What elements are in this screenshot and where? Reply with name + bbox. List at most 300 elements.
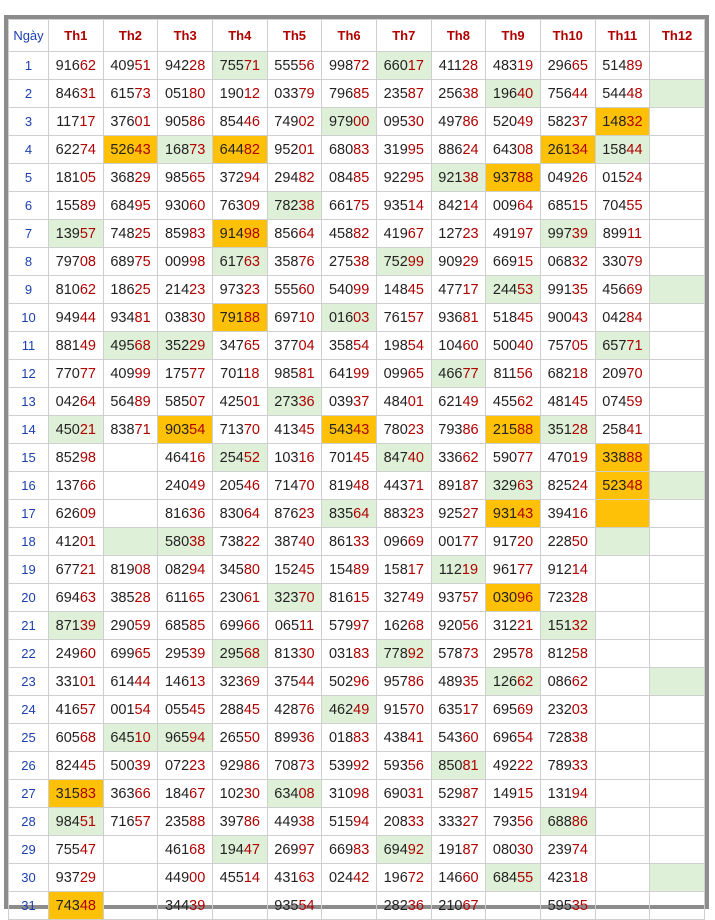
result-cell [431, 668, 486, 696]
result-tail-digits: 54 [189, 421, 206, 438]
result-tail-digits: 95 [407, 169, 424, 186]
result-tail-digits: 25 [134, 281, 151, 298]
result-head-digits: 582 [547, 113, 572, 130]
result-head-digits: 315 [55, 785, 80, 802]
result-tail-digits: 82 [353, 225, 370, 242]
result-cell [431, 696, 486, 724]
result-cell [158, 864, 213, 892]
result-tail-digits: 76 [298, 701, 315, 718]
result-head-digits: 296 [547, 57, 572, 74]
result-cell [486, 696, 541, 724]
result-head-digits: 755 [55, 841, 80, 858]
result-tail-digits: 00 [189, 869, 206, 886]
result-tail-digits: 83 [353, 729, 370, 746]
result-head-digits: 859 [164, 225, 190, 242]
result-head-digits: 680 [328, 141, 354, 158]
result-head-digits: 481 [547, 393, 572, 410]
result-tail-digits: 87 [462, 785, 479, 802]
result-tail-digits: 56 [462, 617, 479, 634]
result-cell [212, 80, 267, 108]
result-cell [212, 696, 267, 724]
day-number: 14 [9, 416, 49, 444]
result-tail-digits: 77 [517, 561, 534, 578]
result-tail-digits: 28 [134, 589, 151, 606]
result-tail-digits: 40 [298, 533, 315, 550]
result-head-digits: 483 [492, 57, 518, 74]
result-cell [486, 752, 541, 780]
result-tail-digits: 01 [243, 393, 260, 410]
result-tail-digits: 85 [353, 169, 370, 186]
result-cell [49, 360, 104, 388]
result-cell [49, 864, 104, 892]
result-cell [322, 220, 377, 248]
result-tail-digits: 85 [353, 85, 370, 102]
result-tail-digits: 49 [353, 701, 370, 718]
result-tail-digits: 10 [298, 309, 315, 326]
result-tail-digits: 05 [571, 337, 588, 354]
result-head-digits: 684 [492, 869, 518, 886]
day-number: 26 [9, 752, 49, 780]
result-cell [431, 808, 486, 836]
result-head-digits: 455 [219, 869, 244, 886]
result-head-digits: 412 [55, 533, 80, 550]
result-tail-digits: 35 [462, 673, 479, 690]
result-tail-digits: 30 [517, 841, 534, 858]
table-row [9, 416, 705, 444]
result-cell [595, 668, 650, 696]
result-head-digits: 323 [274, 589, 299, 606]
result-tail-digits: 62 [79, 57, 96, 74]
result-cell [158, 388, 213, 416]
result-tail-digits: 65 [571, 57, 588, 74]
result-tail-digits: 29 [79, 869, 96, 886]
result-tail-digits: 77 [517, 449, 534, 466]
result-head-digits: 931 [492, 505, 518, 522]
day-number: 4 [9, 136, 49, 164]
result-tail-digits: 89 [626, 57, 643, 74]
result-tail-digits: 14 [407, 197, 424, 214]
result-tail-digits: 69 [517, 701, 534, 718]
result-tail-digits: 17 [407, 57, 424, 74]
result-tail-digits: 88 [243, 309, 260, 326]
result-head-digits: 196 [492, 85, 518, 102]
result-head-digits: 409 [110, 57, 135, 74]
result-head-digits: 358 [328, 337, 354, 354]
result-tail-digits: 53 [517, 281, 534, 298]
result-head-digits: 813 [274, 645, 299, 662]
month-header-th1: Th1 [49, 20, 104, 52]
result-head-digits: 677 [55, 561, 80, 578]
result-tail-digits: 23 [407, 505, 424, 522]
result-cell [158, 612, 213, 640]
result-cell [540, 164, 595, 192]
result-head-digits: 038 [164, 309, 190, 326]
result-tail-digits: 86 [407, 673, 424, 690]
result-cell [595, 80, 650, 108]
result-cell [103, 444, 158, 472]
result-cell [486, 444, 541, 472]
result-tail-digits: 36 [298, 393, 315, 410]
month-header-th10: Th10 [540, 20, 595, 52]
result-cell [431, 752, 486, 780]
result-head-digits: 148 [602, 113, 627, 130]
result-tail-digits: 11 [626, 225, 643, 242]
result-head-digits: 455 [492, 393, 518, 410]
result-head-digits: 942 [164, 57, 190, 74]
result-head-digits: 539 [328, 757, 354, 774]
result-head-digits: 905 [164, 113, 190, 130]
result-tail-digits: 68 [243, 645, 260, 662]
result-cell [540, 668, 595, 696]
result-cell [595, 808, 650, 836]
result-head-digits: 564 [110, 393, 135, 410]
result-head-digits: 816 [164, 505, 190, 522]
result-cell [431, 640, 486, 668]
day-number: 16 [9, 472, 49, 500]
result-cell [322, 108, 377, 136]
result-tail-digits: 70 [298, 589, 315, 606]
result-tail-digits: 21 [517, 617, 534, 634]
result-cell [540, 500, 595, 528]
result-cell [431, 304, 486, 332]
result-cell [376, 388, 431, 416]
result-head-digits: 240 [164, 477, 190, 494]
result-cell [431, 836, 486, 864]
result-cell [267, 52, 322, 80]
result-head-digits: 952 [274, 141, 299, 158]
result-tail-digits: 65 [243, 337, 260, 354]
month-header-th6: Th6 [322, 20, 377, 52]
result-cell [650, 332, 705, 360]
result-head-digits: 543 [328, 421, 354, 438]
result-head-digits: 024 [328, 869, 354, 886]
result-head-digits: 614 [110, 673, 135, 690]
result-tail-digits: 17 [462, 701, 479, 718]
result-cell [212, 444, 267, 472]
result-head-digits: 830 [219, 505, 244, 522]
result-tail-digits: 48 [353, 477, 370, 494]
result-tail-digits: 49 [462, 393, 479, 410]
result-head-digits: 450 [55, 421, 80, 438]
result-cell [540, 696, 595, 724]
result-cell [431, 556, 486, 584]
table-row [9, 52, 705, 80]
result-cell [212, 360, 267, 388]
result-cell [322, 276, 377, 304]
result-head-digits: 728 [547, 729, 572, 746]
result-head-digits: 351 [547, 421, 572, 438]
result-cell [376, 808, 431, 836]
result-head-digits: 920 [438, 617, 463, 634]
result-cell [267, 668, 322, 696]
table-row [9, 696, 705, 724]
result-tail-digits: 70 [626, 365, 643, 382]
result-tail-digits: 45 [571, 393, 588, 410]
result-cell [212, 164, 267, 192]
result-cell [376, 360, 431, 388]
result-tail-digits: 11 [299, 617, 315, 634]
result-cell [267, 164, 322, 192]
result-head-digits: 761 [383, 309, 408, 326]
day-number: 30 [9, 864, 49, 892]
result-tail-digits: 04 [298, 337, 315, 354]
result-tail-digits: 96 [517, 589, 534, 606]
result-cell [540, 276, 595, 304]
result-cell [486, 332, 541, 360]
result-head-digits: 194 [219, 841, 244, 858]
result-head-digits: 065 [274, 617, 300, 634]
result-cell [322, 724, 377, 752]
result-head-digits: 617 [219, 253, 244, 270]
result-cell [212, 220, 267, 248]
result-tail-digits: 14 [571, 561, 588, 578]
result-tail-digits: 64 [243, 505, 260, 522]
result-cell [158, 696, 213, 724]
result-cell [158, 780, 213, 808]
table-row [9, 780, 705, 808]
result-cell [267, 724, 322, 752]
result-head-digits: 068 [547, 253, 572, 270]
result-cell [103, 136, 158, 164]
result-tail-digits: 99 [407, 253, 424, 270]
result-tail-digits: 60 [462, 869, 479, 886]
result-cell [49, 248, 104, 276]
result-cell [267, 416, 322, 444]
result-head-digits: 394 [547, 505, 572, 522]
result-tail-digits: 56 [517, 813, 534, 830]
result-cell [540, 192, 595, 220]
result-cell [322, 332, 377, 360]
result-head-digits: 209 [602, 365, 627, 382]
table-row [9, 892, 705, 920]
result-head-digits: 030 [492, 589, 518, 606]
result-tail-digits: 49 [79, 337, 96, 354]
result-head-digits: 791 [219, 309, 244, 326]
result-cell [540, 892, 595, 920]
result-cell [376, 248, 431, 276]
result-cell [540, 612, 595, 640]
result-cell [158, 528, 213, 556]
result-cell [431, 220, 486, 248]
result-head-digits: 477 [438, 281, 463, 298]
result-tail-digits: 95 [407, 141, 424, 158]
result-head-digits: 419 [383, 225, 408, 242]
result-cell [486, 80, 541, 108]
result-cell [431, 472, 486, 500]
result-head-digits: 295 [164, 645, 190, 662]
result-tail-digits: 54 [407, 337, 424, 354]
result-head-digits: 789 [547, 757, 572, 774]
result-cell [540, 780, 595, 808]
result-cell [376, 780, 431, 808]
result-tail-digits: 86 [462, 421, 479, 438]
day-number: 29 [9, 836, 49, 864]
result-cell [486, 52, 541, 80]
result-cell [650, 220, 705, 248]
result-tail-digits: 65 [189, 169, 206, 186]
result-cell [376, 192, 431, 220]
result-cell [431, 500, 486, 528]
result-head-digits: 935 [383, 197, 408, 214]
result-tail-digits: 86 [189, 113, 206, 130]
day-column-header: Ngày [9, 20, 49, 52]
result-cell [486, 864, 541, 892]
result-tail-digits: 43 [134, 141, 151, 158]
result-tail-digits: 45 [353, 449, 370, 466]
result-cell [158, 136, 213, 164]
result-tail-digits: 39 [79, 617, 96, 634]
result-tail-digits: 34 [571, 141, 588, 158]
result-cell [595, 612, 650, 640]
result-cell [158, 724, 213, 752]
day-number: 12 [9, 360, 49, 388]
result-tail-digits: 54 [134, 701, 151, 718]
result-tail-digits: 55 [517, 869, 534, 886]
result-tail-digits: 76 [298, 253, 315, 270]
result-tail-digits: 44 [571, 85, 588, 102]
result-head-digits: 838 [110, 421, 135, 438]
result-tail-digits: 73 [298, 757, 315, 774]
result-cell [103, 248, 158, 276]
result-cell [212, 192, 267, 220]
result-head-digits: 925 [438, 505, 463, 522]
result-cell [103, 164, 158, 192]
result-tail-digits: 72 [353, 57, 370, 74]
result-cell [267, 472, 322, 500]
result-tail-digits: 83 [353, 645, 370, 662]
result-head-digits: 466 [438, 365, 463, 382]
result-head-digits: 643 [492, 141, 518, 158]
result-tail-digits: 48 [626, 85, 643, 102]
result-cell [595, 276, 650, 304]
result-tail-digits: 02 [298, 113, 315, 130]
result-tail-digits: 16 [298, 449, 315, 466]
result-head-digits: 763 [219, 197, 244, 214]
result-tail-digits: 60 [462, 337, 479, 354]
result-cell [376, 668, 431, 696]
result-tail-digits: 38 [571, 729, 588, 746]
result-head-digits: 190 [219, 85, 244, 102]
result-tail-digits: 37 [353, 393, 370, 410]
table-row [9, 332, 705, 360]
result-tail-digits: 33 [571, 757, 588, 774]
result-head-digits: 716 [110, 813, 135, 830]
result-head-digits: 738 [219, 533, 244, 550]
result-tail-digits: 18 [571, 365, 588, 382]
result-head-digits: 338 [602, 449, 627, 466]
result-cell [103, 108, 158, 136]
result-head-digits: 230 [219, 589, 244, 606]
result-head-digits: 331 [55, 673, 80, 690]
result-tail-digits: 97 [353, 617, 370, 634]
result-cell [267, 584, 322, 612]
result-head-digits: 347 [219, 337, 244, 354]
result-cell [212, 388, 267, 416]
result-cell [376, 304, 431, 332]
result-cell [595, 248, 650, 276]
result-head-digits: 411 [438, 57, 462, 74]
result-head-digits: 196 [383, 869, 408, 886]
result-tail-digits: 80 [243, 561, 260, 578]
result-cell [322, 584, 377, 612]
day-number: 7 [9, 220, 49, 248]
result-cell [595, 52, 650, 80]
result-cell [322, 528, 377, 556]
result-tail-digits: 71 [134, 421, 151, 438]
result-head-digits: 883 [383, 505, 408, 522]
result-cell [486, 192, 541, 220]
result-cell [376, 108, 431, 136]
result-head-digits: 657 [602, 337, 627, 354]
result-tail-digits: 38 [462, 85, 479, 102]
result-cell [595, 696, 650, 724]
result-cell [595, 836, 650, 864]
result-head-digits: 319 [383, 141, 408, 158]
result-cell [322, 136, 377, 164]
result-head-digits: 529 [438, 785, 463, 802]
result-cell [486, 556, 541, 584]
result-head-digits: 682 [547, 365, 572, 382]
result-head-digits: 232 [547, 701, 572, 718]
result-cell [650, 864, 705, 892]
month-header-th2: Th2 [103, 20, 158, 52]
result-head-digits: 661 [328, 197, 354, 214]
result-cell [650, 164, 705, 192]
result-head-digits: 080 [492, 841, 518, 858]
result-tail-digits: 45 [243, 701, 260, 718]
result-cell [650, 584, 705, 612]
result-head-digits: 555 [274, 281, 299, 298]
result-tail-digits: 62 [517, 393, 534, 410]
month-header-th11: Th11 [595, 20, 650, 52]
result-tail-digits: 17 [407, 561, 424, 578]
result-head-digits: 770 [55, 365, 80, 382]
result-head-digits: 635 [438, 701, 463, 718]
result-head-digits: 330 [602, 253, 627, 270]
result-cell [322, 640, 377, 668]
result-tail-digits: 38 [462, 169, 479, 186]
result-tail-digits: 58 [571, 645, 588, 662]
result-cell [158, 584, 213, 612]
result-cell [322, 780, 377, 808]
result-tail-digits: 66 [79, 477, 96, 494]
result-cell [650, 500, 705, 528]
result-head-digits: 117 [56, 113, 80, 130]
result-head-digits: 973 [219, 281, 244, 298]
result-head-digits: 611 [165, 589, 189, 606]
result-head-digits: 708 [274, 757, 299, 774]
result-head-digits: 096 [383, 533, 408, 550]
result-head-digits: 991 [547, 281, 572, 298]
result-cell [595, 640, 650, 668]
result-tail-digits: 45 [298, 561, 315, 578]
result-tail-digits: 85 [189, 617, 206, 634]
result-cell [431, 584, 486, 612]
result-cell [650, 752, 705, 780]
result-head-digits: 154 [328, 561, 354, 578]
result-tail-digits: 48 [626, 477, 643, 494]
result-head-digits: 449 [164, 869, 190, 886]
result-cell [158, 808, 213, 836]
result-cell [595, 500, 650, 528]
result-cell [158, 80, 213, 108]
result-head-digits: 935 [274, 897, 299, 914]
result-cell [103, 612, 158, 640]
result-tail-digits: 32 [626, 113, 643, 130]
table-row [9, 556, 705, 584]
result-head-digits: 899 [602, 225, 627, 242]
result-tail-digits: 22 [243, 533, 260, 550]
